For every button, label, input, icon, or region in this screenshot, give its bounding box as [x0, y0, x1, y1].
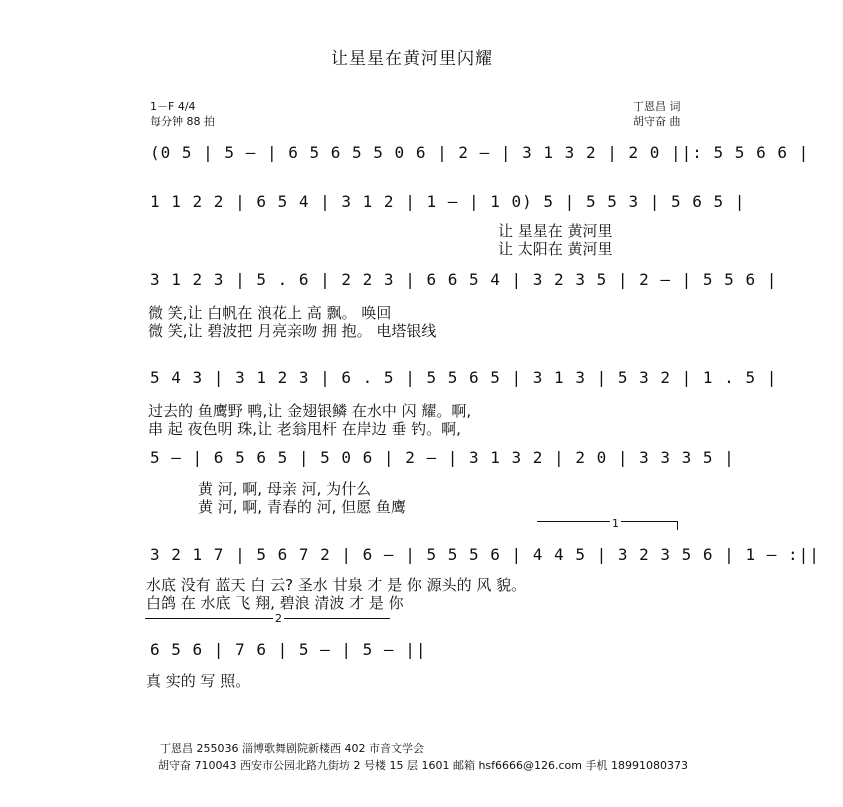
volta-1-bracket: [537, 521, 678, 530]
key-signature: 1－F 4/4: [150, 100, 196, 113]
footer-composer-address: 胡守奋 710043 西安市公园北路九街坊 2 号楼 15 层 1601 邮箱 hsf6666@126.com 手机 18991080373: [158, 759, 688, 772]
lyrics-row-7: 真 实的 写 照。: [146, 672, 251, 690]
lyrics-row-4-verse-1: 过去的 鱼鹰野 鸭,让 金翅银鳞 在水中 闪 耀。啊,: [148, 402, 472, 420]
volta-2-bracket: [145, 618, 390, 627]
volta-2-label: 2: [275, 612, 282, 625]
lyrics-row-6-verse-1: 水底 没有 蓝天 白 云? 圣水 甘泉 才 是 你 源头的 风 貌。: [146, 576, 527, 594]
lyrics-row-3-verse-2: 微 笑,让 碧波把 月亮亲吻 拥 抱。 电塔银线: [148, 322, 437, 340]
lyrics-row-3-verse-1: 微 笑,让 白帆在 浪花上 高 飘。 唤回: [148, 304, 392, 322]
tempo-marking: 每分钟 88 拍: [150, 115, 215, 128]
notation-row-6: 3 2 1 7 | 5 6 7 2 | 6 — | 5 5 5 6 | 4 4 5 | 3 2 3 5 6 | 1 — :||: [150, 545, 820, 564]
song-title: 让星星在黄河里闪耀: [331, 49, 493, 69]
lyrics-row-2-verse-1: 让 星星在 黄河里: [498, 222, 613, 240]
lyricist-credit: 丁恩昌 词: [633, 100, 681, 113]
notation-row-3: 3 1 2 3 | 5 . 6 | 2 2 3 | 6 6 5 4 | 3 2 3 5 | 2 — | 5 5 6 |: [150, 270, 778, 289]
footer-lyricist-address: 丁恩昌 255036 淄博歌舞剧院新楼西 402 市音文学会: [160, 742, 424, 755]
notation-row-7: 6 5 6 | 7 6 | 5 — | 5 — ||: [150, 640, 427, 659]
volta-1-label: 1: [612, 517, 619, 530]
lyrics-row-5-verse-2: 黄 河, 啊, 青春的 河, 但愿 鱼鹰: [198, 498, 406, 516]
notation-row-5: 5 — | 6 5 6 5 | 5 0 6 | 2 — | 3 1 3 2 | 2 0 | 3 3 3 5 |: [150, 448, 735, 467]
lyrics-row-5-verse-1: 黄 河, 啊, 母亲 河, 为什么: [198, 480, 372, 498]
lyrics-row-6-verse-2: 白鸽 在 水底 飞 翔, 碧浪 清波 才 是 你: [146, 594, 404, 612]
lyrics-row-4-verse-2: 串 起 夜色明 珠,让 老翁甩杆 在岸边 垂 钓。啊,: [148, 420, 461, 438]
notation-row-4: 5 4 3 | 3 1 2 3 | 6 . 5 | 5 5 6 5 | 3 1 3 | 5 3 2 | 1 . 5 |: [150, 368, 778, 387]
lyrics-row-2-verse-2: 让 太阳在 黄河里: [498, 240, 613, 258]
composer-credit: 胡守奋 曲: [633, 115, 681, 128]
notation-row-1: (0 5 | 5 — | 6 5 6 5 5 0 6 | 2 — | 3 1 3 2 | 2 0 ||: 5 5 6 6 |: [150, 143, 810, 162]
notation-row-2: 1 1 2 2 | 6 5 4 | 3 1 2 | 1 — | 1 0) 5 | 5 5 3 | 5 6 5 |: [150, 192, 746, 211]
